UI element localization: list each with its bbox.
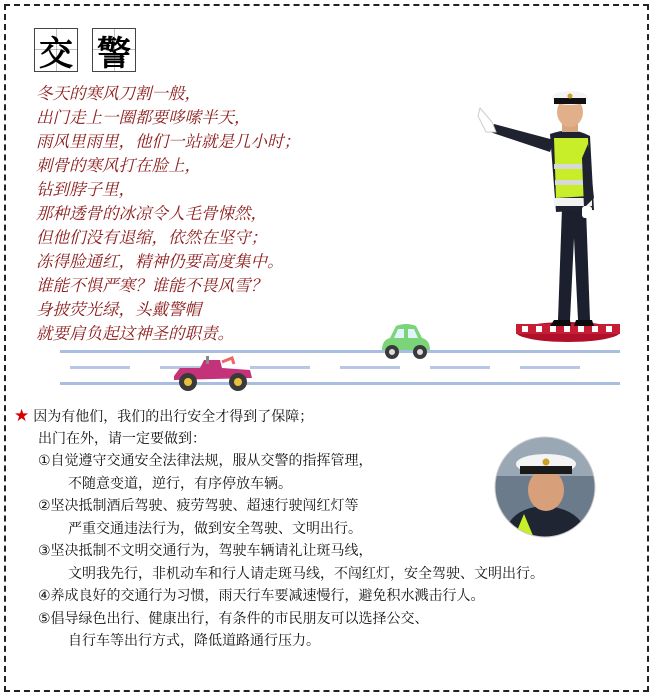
tips-intro-line xyxy=(14,405,634,428)
title-char-2: 警 xyxy=(92,28,136,72)
tip-item: ⑤倡导绿色出行、健康出行，有条件的市民朋友可以选择公交、 xyxy=(38,610,429,627)
title-char-1: 交 xyxy=(34,28,78,72)
poem-line: 身披荧光绿，头戴警帽 xyxy=(36,300,201,319)
poem-line: 冬天的寒风刀割一般， xyxy=(36,84,201,103)
star-icon: ★ xyxy=(14,406,30,426)
poem-line: 冻得脸通红，精神仍要高度集中。 xyxy=(36,252,284,271)
green-car-icon xyxy=(376,322,436,364)
tips-lead: 出门在外，请一定要做到： xyxy=(38,430,206,447)
poem-line: 那种透骨的冰凉令人毛骨悚然， xyxy=(36,204,267,223)
poem-line: 雨风里雨里，他们一站就是几小时； xyxy=(36,132,300,151)
poem-line: 钻到脖子里， xyxy=(36,180,135,199)
tip-item: ④养成良好的交通行为习惯，雨天行车要减速慢行，避免积水溅击行人。 xyxy=(38,588,485,604)
poem-line: 谁能不惧严寒？谁能不畏风雪？ xyxy=(36,276,267,295)
tip-item: ③坚决抵制不文明交通行为，驾驶车辆请礼让斑马线， xyxy=(38,543,373,559)
tip-item: 严重交通违法行为，做到安全驾驶、文明出行。 xyxy=(68,520,362,537)
pink-car-icon xyxy=(170,352,256,394)
poem xyxy=(36,82,456,346)
police-portrait xyxy=(494,436,596,538)
tip-item: ①自觉遵守交通安全法律法规，服从交警的指挥管理， xyxy=(38,453,373,469)
poem-line: 就要肩负起这神圣的职责。 xyxy=(36,324,234,343)
poem-line: 刺骨的寒风打在脸上， xyxy=(36,156,201,175)
tip-item: ②坚决抵制酒后驾驶、疲劳驾驶、超速行驶闯红灯等 xyxy=(38,498,359,514)
poem-line: 出门走上一圈都要哆嗦半天， xyxy=(36,108,251,127)
title xyxy=(34,28,136,72)
tips-intro: 因为有他们，我们的出行安全才得到了保障； xyxy=(33,409,314,425)
tip-item: 不随意变道，逆行，有序停放车辆。 xyxy=(68,475,292,492)
tip-item: 自行车等出行方式，降低道路通行压力。 xyxy=(68,633,320,649)
traffic-police-illustration xyxy=(470,88,630,350)
poem-line: 但他们没有退缩，依然在坚守； xyxy=(36,228,267,247)
road-illustration xyxy=(60,348,620,388)
tip-item: 文明我先行，非机动车和行人请走斑马线，不闯红灯，安全驾驶、文明出行。 xyxy=(68,565,544,582)
